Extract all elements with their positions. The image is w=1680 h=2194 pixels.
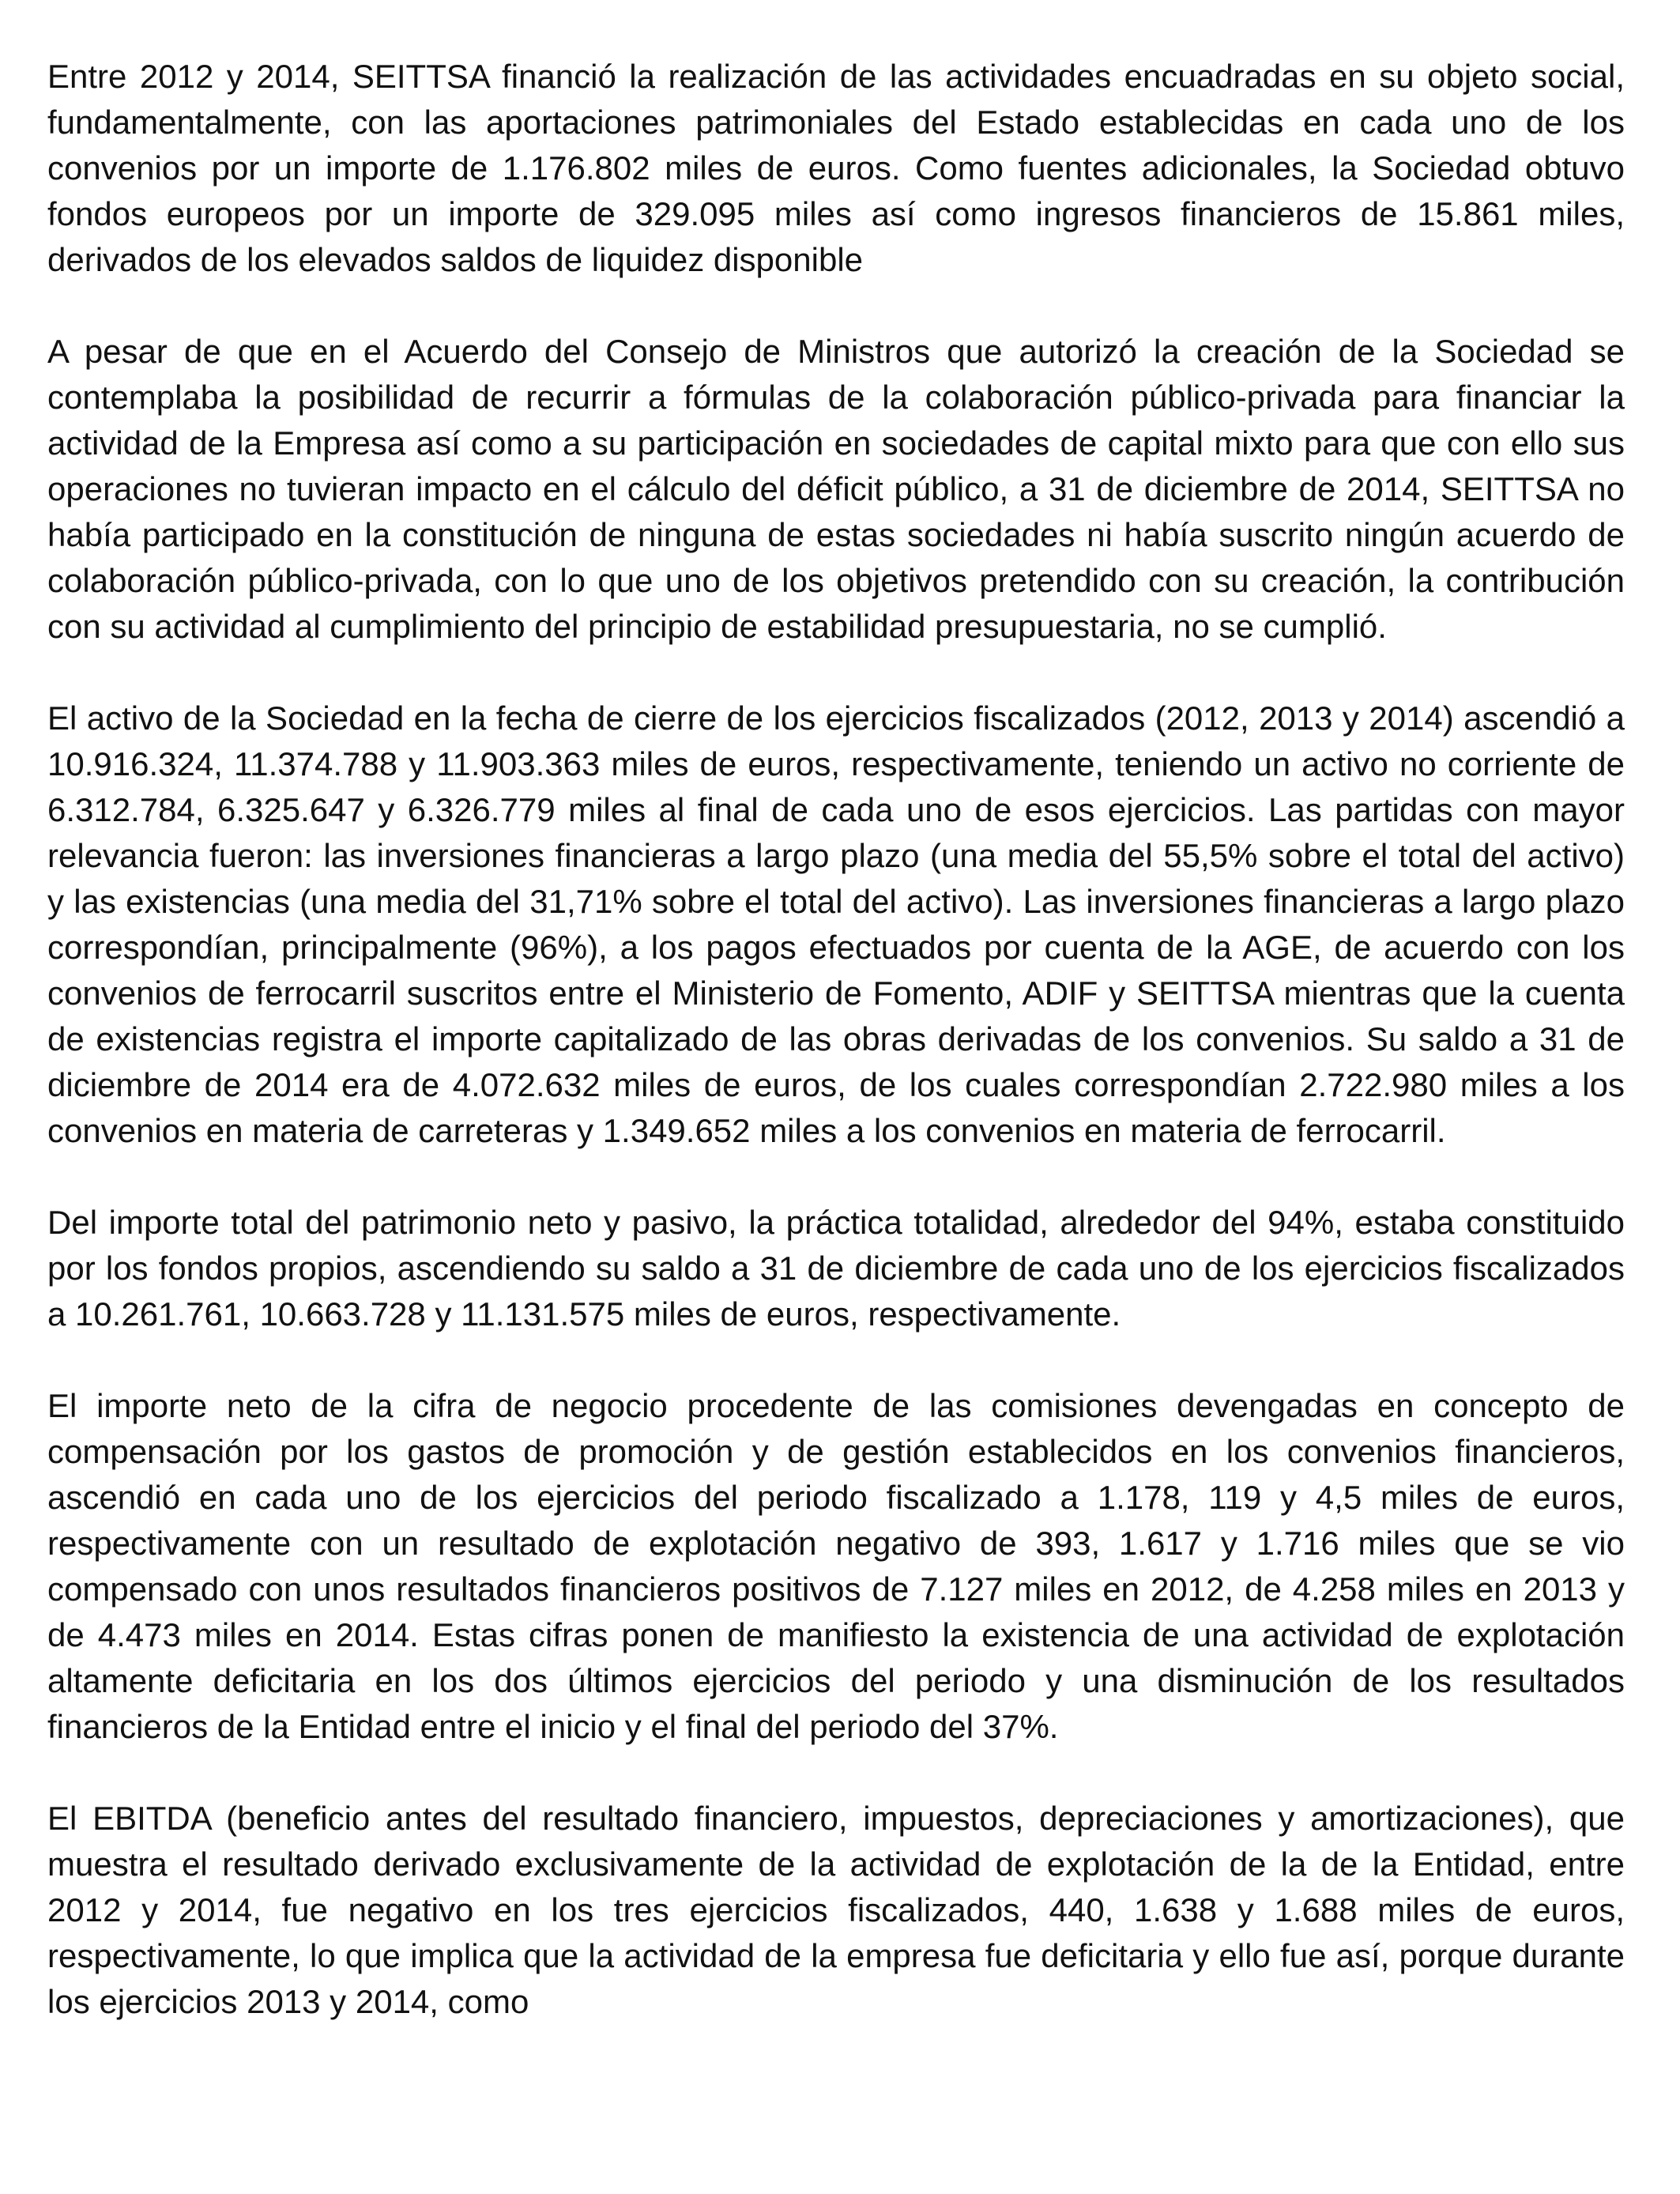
paragraph-patrimonio-neto: Del importe total del patrimonio neto y pasivo, la práctica totalidad, alrededor del 94%, estaba constituido por los fondos propios, ascendiendo su saldo a 31 de diciembre de cada uno de los ejercicios fiscalizados a 10.261.761, 10.663.728 y 11.131.575 miles de euros, respectivamente. xyxy=(47,1204,1625,1333)
paragraph-financiacion: Entre 2012 y 2014, SEITTSA financió la realización de las actividades encuadradas en su objeto social, fundamentalmente, con las aportaciones patrimoniales del Estado establecidas en cada uno de los convenios por un importe de 1.176.802 miles de euros. Como fuentes adicionales, la Sociedad obtuvo fondos europeos por un importe de 329.095 miles así como ingresos financieros de 15.861 miles, derivados de los elevados saldos de liquidez disponible xyxy=(47,58,1625,278)
paragraph-ebitda: El EBITDA (beneficio antes del resultado financiero, impuestos, depreciaciones y amortizaciones), que muestra el resultado derivado exclusivamente de la actividad de explotación de la de la Entidad, entre 2012 y 2014, fue negativo en los tres ejercicios fiscalizados, 440, 1.638 y 1.688 miles de euros, respectivamente, lo que implica que la actividad de la empresa fue deficitaria y ello fue así, porque durante los ejercicios 2013 y 2014, como xyxy=(47,1800,1625,2020)
paragraph-cifra-de-negocio: El importe neto de la cifra de negocio procedente de las comisiones devengadas en concepto de compensación por los gastos de promoción y de gestión establecidos en los convenios financieros, ascendió en cada uno de los ejercicios del periodo fiscalizado a 1.178, 119 y 4,5 miles de euros, respectivamente con un resultado de explotación negativo de 393, 1.617 y 1.716 miles que se vio compensado con unos resultados financieros positivos de 7.127 miles en 2012, de 4.258 miles en 2013 y de 4.473 miles en 2014. Estas cifras ponen de manifiesto la existencia de una actividad de explotación altamente deficitaria en los dos últimos ejercicios del periodo y una disminución de los resultados financieros de la Entidad entre el inicio y el final del periodo del 37%. xyxy=(47,1387,1625,1745)
paragraph-colaboracion-publico-privada: A pesar de que en el Acuerdo del Consejo de Ministros que autorizó la creación de la Sociedad se contemplaba la posibilidad de recurrir a fórmulas de la colaboración público-privada para financiar la actividad de la Empresa así como a su participación en sociedades de capital mixto para que con ello sus operaciones no tuvieran impacto en el cálculo del déficit público, a 31 de diciembre de 2014, SEITTSA no había participado en la constitución de ninguna de estas sociedades ni había suscrito ningún acuerdo de colaboración público-privada, con lo que uno de los objetivos pretendido con su creación, la contribución con su actividad al cumplimiento del principio de estabilidad presupuestaria, no se cumplió. xyxy=(47,333,1625,645)
paragraph-activo: El activo de la Sociedad en la fecha de cierre de los ejercicios fiscalizados (2012, 2013 y 2014) ascendió a 10.916.324, 11.374.788 y 11.903.363 miles de euros, respectivamente, teniendo un activo no corriente de 6.312.784, 6.325.647 y 6.326.779 miles al final de cada uno de esos ejercicios. Las partidas con mayor relevancia fueron: las inversiones financieras a largo plazo (una media del 55,5% sobre el total del activo) y las existencias (una media del 31,71% sobre el total del activo). Las inversiones financieras a largo plazo correspondían, principalmente (96%), a los pagos efectuados por cuenta de la AGE, de acuerdo con los convenios de ferrocarril suscritos entre el Ministerio de Fomento, ADIF y SEITTSA mientras que la cuenta de existencias registra el importe capitalizado de las obras derivadas de los convenios. Su saldo a 31 de diciembre de 2014 era de 4.072.632 miles de euros, de los cuales correspondían 2.722.980 miles a los convenios en materia de carreteras y 1.349.652 miles a los convenios en materia de ferrocarril. xyxy=(47,699,1625,1149)
document-body xyxy=(47,54,1625,2025)
